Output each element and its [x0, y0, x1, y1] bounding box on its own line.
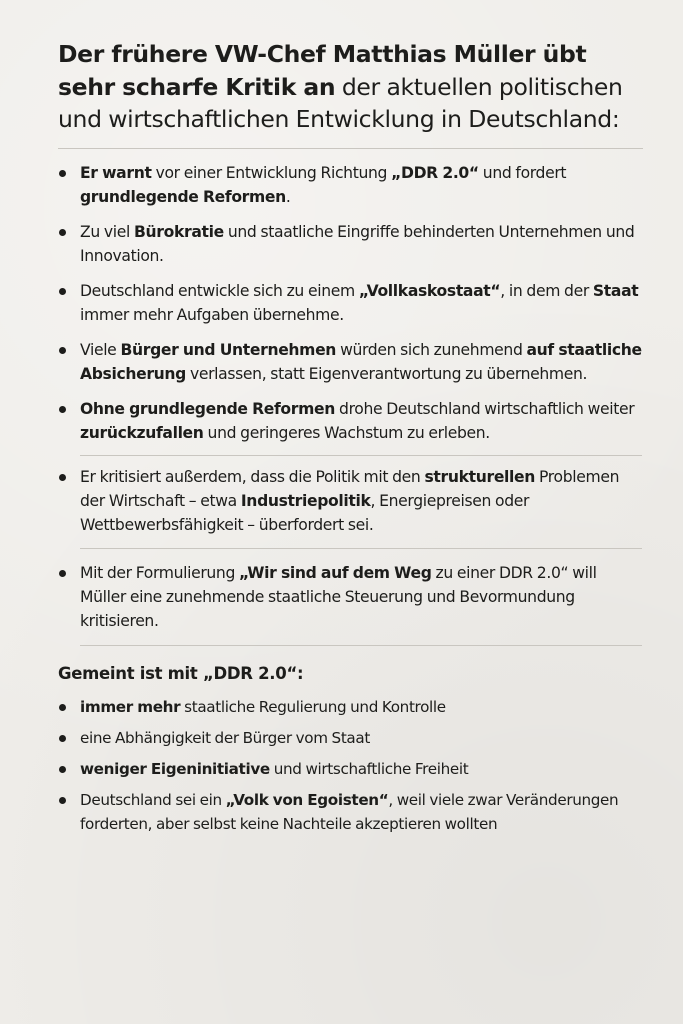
section-divider: [80, 455, 642, 456]
section-divider: [80, 645, 642, 646]
point-emphasis: Industriepolitik: [240, 491, 371, 510]
point-emphasis: Bürger und Unternehmen: [120, 340, 337, 359]
meaning-item: [58, 788, 643, 836]
point-emphasis: Bürokratie: [133, 222, 224, 241]
point-emphasis: Staat: [592, 281, 639, 300]
point-text: staatliche Regulierung und Kontrolle: [184, 697, 446, 716]
bullet-icon: [59, 170, 66, 177]
meaning-item: [58, 726, 643, 750]
key-point-buerokratie: [58, 220, 643, 268]
bullet-icon: [59, 797, 66, 804]
point-emphasis: „Vollkaskostaat“: [358, 281, 501, 300]
bullet-icon: [59, 704, 66, 711]
point-emphasis: „Volk von Egoisten“: [225, 790, 389, 809]
meaning-heading: Gemeint ist mit „DDR 2.0“:: [58, 663, 304, 683]
point-text: zu einer DDR 2.0“ will Müller eine zunehmende staatliche Steuerung und Bevormundung kritisieren.: [80, 563, 597, 630]
point-text: Deutschland entwickle sich zu einem: [80, 281, 359, 300]
headline: [58, 38, 643, 136]
bullet-icon: [59, 766, 66, 773]
headline-bold-text: Der frühere VW-Chef Matthias Müller übt sehr scharfe Kritik an: [58, 40, 587, 101]
key-point-vollkaskostaat: [58, 279, 643, 327]
point-emphasis: auf staatliche Absicherung: [80, 340, 642, 383]
meaning-text: eine Abhängigkeit der Bürger vom Staat: [80, 728, 370, 747]
point-text: , weil viele zwar Veränderungen forderten, aber selbst keine Nachteile akzeptieren wollten: [80, 790, 619, 833]
bullet-icon: [59, 406, 66, 413]
critique-text: Er kritisiert außerdem, dass die Politik mit den: [80, 467, 425, 486]
point-text: verlassen, statt Eigenverantwortung zu übernehmen.: [185, 364, 588, 383]
bullet-icon: [59, 474, 66, 481]
article: [58, 38, 643, 836]
point-emphasis: zurückzufallen: [80, 423, 204, 442]
point-text: vor einer Entwicklung Richtung: [151, 163, 392, 182]
bullet-icon: [59, 347, 66, 354]
point-text: würden sich zunehmend: [336, 340, 527, 359]
key-points-list: [58, 161, 643, 445]
quote-list: [58, 561, 643, 633]
bullet-icon: [59, 229, 66, 236]
point-text: und geringeres Wachstum zu erleben.: [203, 423, 490, 442]
point-emphasis: Ohne grundlegende Reformen: [80, 399, 336, 418]
point-emphasis: warnt: [102, 163, 152, 182]
point-emphasis: Er: [80, 163, 103, 182]
section-divider: [80, 548, 642, 549]
meaning-emphasis: weniger Eigeninitiative: [80, 759, 270, 778]
point-text: immer mehr Aufgaben übernehme.: [80, 305, 344, 324]
headline-normal-text: der aktuellen politischen und wirtschaftlichen Entwicklung in Deutschland:: [58, 72, 623, 133]
point-text: , Energiepreisen oder Wettbewerbsfähigkeit – überfordert sei.: [80, 491, 530, 534]
meaning-text: Deutschland sei ein: [80, 790, 226, 809]
point-emphasis: strukturellen: [424, 467, 536, 486]
meaning-list: [58, 695, 643, 836]
meaning-item: [58, 695, 643, 719]
point-text: drohe Deutschland wirtschaftlich weiter: [339, 399, 635, 418]
point-text: und staatliche Eingriffe behinderten Unternehmen und Innovation.: [80, 222, 635, 265]
point-emphasis: „Wir sind auf dem Weg: [239, 563, 432, 582]
key-point-absicherung: [58, 338, 643, 386]
point-text: Problemen der Wirtschaft – etwa: [80, 467, 620, 510]
bullet-icon: [59, 288, 66, 295]
point-text: , in dem der: [500, 281, 593, 300]
point-text: und fordert: [478, 163, 567, 182]
key-point-reformen: [58, 397, 643, 445]
quote-text: Mit der Formulierung: [80, 563, 240, 582]
quote-point: [58, 561, 643, 633]
critique-point: [58, 465, 643, 537]
meaning-emphasis: immer mehr: [80, 697, 181, 716]
point-emphasis: grundlegende Reformen: [80, 187, 286, 206]
point-text: Zu viel: [80, 222, 134, 241]
point-text: Viele: [80, 340, 121, 359]
critique-list: [58, 465, 643, 537]
point-emphasis: „DDR 2.0“: [391, 163, 479, 182]
bullet-icon: [59, 570, 66, 577]
meaning-item: [58, 757, 643, 781]
point-text: und wirtschaftliche Freiheit: [273, 759, 469, 778]
headline-divider: [58, 148, 643, 149]
bullet-icon: [59, 735, 66, 742]
key-point-warnt: [58, 161, 643, 209]
point-text: .: [285, 187, 291, 206]
